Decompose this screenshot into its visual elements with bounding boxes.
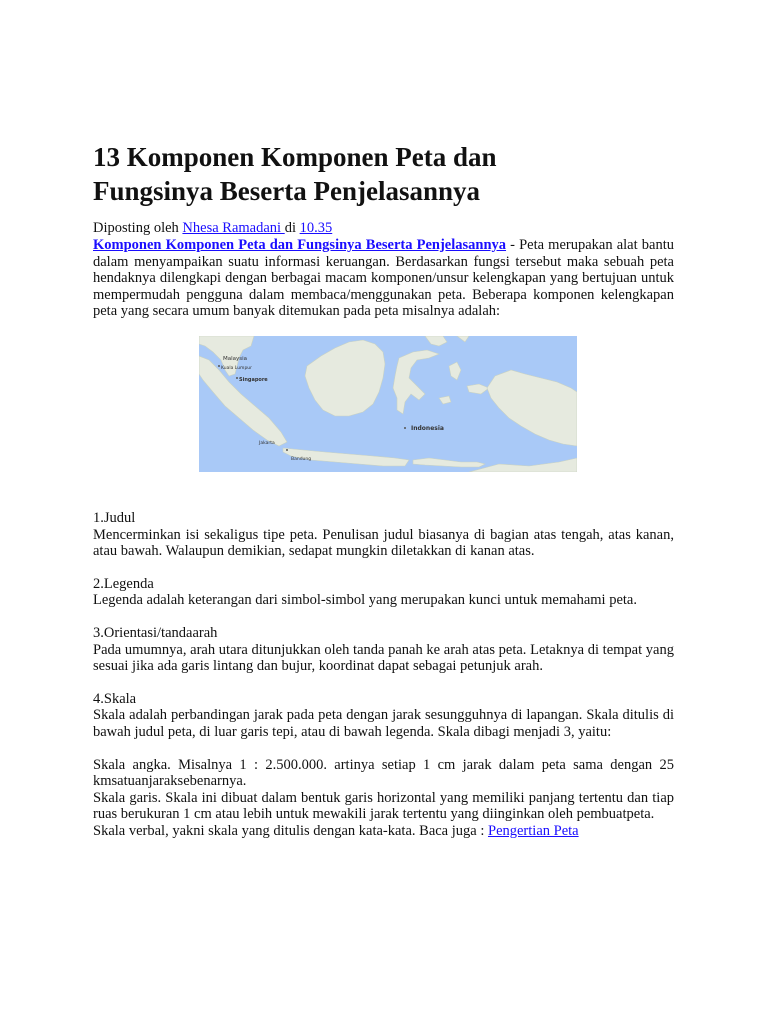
intro-text: - Peta merupakan alat bantu dalam menyampaikan suatu informasi keruangan. Berdasarkan fungsi tersebut maka sebuah peta hendaknya dilengkapi dengan berbagai macam komponen/unsur kelengkapan yang bertujuan untuk mempermudah pengguna dalam membaca/menggunakan peta. Beberapa komponen kelengkapan peta yang secara umum banyak ditemukan pada peta misalnya adalah: (93, 237, 674, 320)
skala-garis: Skala garis. Skala ini dibuat dalam bentuk garis horizontal yang memiliki panjang tertentu dan tiap ruas berukuran 1 cm atau lebih untuk mewakili jarak tertentu yang diinginkan oleh pembuatpeta. (93, 789, 674, 823)
section-body: Pada umumnya, arah utara ditunjukkan oleh tanda panah ke arah atas peta. Letaknya di tempat yang sesuai jika ada garis lintang dan bujur, koordinat dapat sebagai petunjuk arah. (93, 641, 674, 675)
section-orientasi (93, 625, 674, 675)
section-heading: 1.Judul (93, 509, 136, 526)
section-heading: 2.Legenda (93, 575, 154, 592)
city-dot-singapore (236, 377, 238, 379)
byline-prefix: Diposting oleh (93, 220, 183, 236)
city-dot-indonesia (404, 427, 406, 429)
section-skala (93, 691, 674, 741)
author-link[interactable]: Nhesa Ramadani (182, 220, 285, 236)
post-time-link[interactable]: 10.35 (299, 220, 333, 236)
label-bandung: Bandung (291, 456, 312, 462)
label-jakarta: Jakarta (259, 440, 275, 446)
label-kuala-lumpur: Kuala Lumpur (221, 365, 252, 371)
pengertian-peta-link[interactable]: Pengertian Peta (488, 822, 579, 839)
skala-verbal-text: Skala verbal, yakni skala yang ditulis dengan kata-kata. Baca juga : (93, 822, 488, 839)
map-image (199, 336, 577, 472)
title-line-2: Fungsinya Beserta Penjelasannya (93, 176, 481, 206)
indonesia-map (199, 336, 577, 472)
section-heading: 3.Orientasi/tandaarah (93, 624, 218, 641)
label-indonesia: Indonesia (411, 424, 444, 432)
byline (93, 220, 674, 236)
section-body: Skala adalah perbandingan jarak pada peta dengan jarak sesungguhnya di lapangan. Skala ditulis di bawah judul peta, di luar garis tepi, atau di bawah legenda. Skala dibagi menjadi 3, yaitu: (93, 707, 674, 740)
intro-paragraph (93, 237, 674, 320)
section-legenda (93, 576, 674, 609)
skala-verbal (93, 823, 674, 840)
label-malaysia: Malaysia (223, 355, 248, 362)
section-judul (93, 510, 674, 560)
article-title (93, 140, 674, 208)
city-dot-jakarta (286, 449, 288, 451)
city-dot-kuala-lumpur (218, 365, 220, 367)
section-body: Legenda adalah keterangan dari simbol-simbol yang merupakan kunci untuk memahami peta. (93, 592, 637, 609)
byline-middle: di (284, 220, 300, 236)
section-heading: 4.Skala (93, 690, 137, 707)
skala-types (93, 757, 674, 840)
title-line-1: 13 Komponen Komponen Peta dan (93, 142, 497, 172)
article (93, 140, 674, 839)
article-title-link[interactable]: Komponen Komponen Peta dan Fungsinya Beserta Penjelasannya (93, 237, 507, 253)
section-body: Mencerminkan isi sekaligus tipe peta. Penulisan judul biasanya di bagian atas tengah, atas kanan, atau bawah. Walaupun demikian, sedapat mungkin diletakkan di kanan atas. (93, 526, 674, 560)
label-singapore: Singapore (239, 376, 268, 383)
skala-angka: Skala angka. Misalnya 1 : 2.500.000. artinya setiap 1 cm jarak dalam peta sama dengan 25 kmsatuanjaraksebenarnya. (93, 756, 674, 790)
